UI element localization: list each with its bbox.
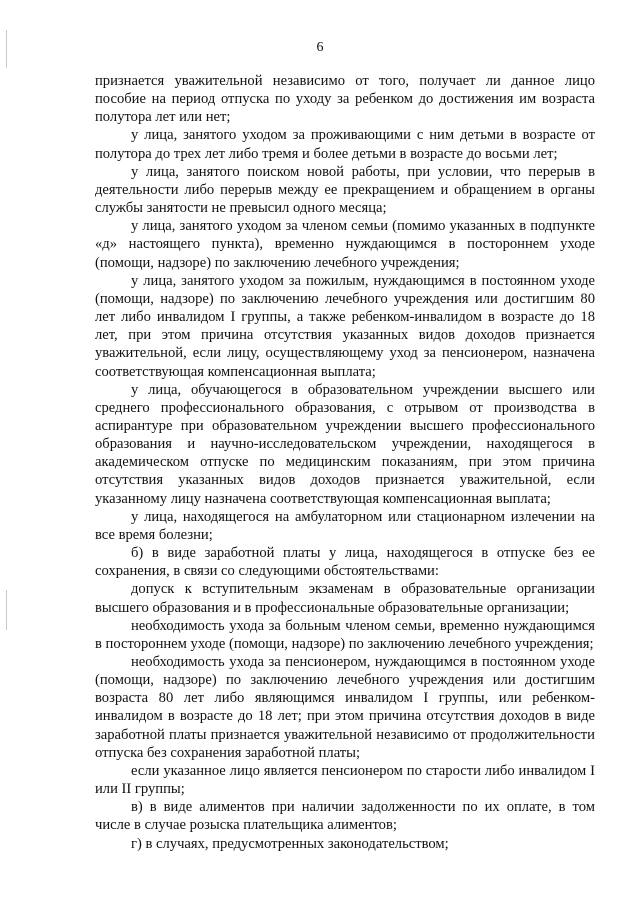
paragraph: у лица, занятого уходом за пожилым, нуждающимся в постоянном уходе (помощи, надзоре) по заключению лечебного учреждения или достигшим 80 лет либо инвалидом I группы, а также ребенком-инвалидом в возрасте до 18 лет, при этом причина отсутствия указанных видов доходов признается уважительной, если лицу, осуществляющему уход за пенсионером, назначена соответствующая компенсационная выплата; xyxy=(95,272,595,380)
paragraph: допуск к вступительным экзаменам в образовательные организации высшего образования и в профессиональные образовательные организации; xyxy=(95,581,595,616)
paragraph: у лица, занятого поиском новой работы, при условии, что перерыв в деятельности либо перерыв между ее прекращением и обращением в органы службы занятости не превысил одного месяца; xyxy=(95,163,595,217)
paragraph: г) в случаях, предусмотренных законодательством; xyxy=(131,835,449,852)
paragraph: в) в виде алиментов при наличии задолженности по их оплате, в том числе в случае розыска плательщика алиментов; xyxy=(95,799,595,834)
paragraph: у лица, находящегося на амбулаторном или стационарном излечении на все время болезни; xyxy=(95,508,595,543)
margin-scan-mark xyxy=(6,590,7,630)
paragraph: б) в виде заработной платы у лица, находящегося в отпуске без ее сохранения, в связи со следующими обстоятельствами: xyxy=(95,545,595,580)
page-number: 6 xyxy=(316,40,324,55)
paragraph: у лица, обучающегося в образовательном учреждении высшего или среднего профессионального образования, с отрывом от производства в аспирантуре при образовательном учреждении высшего профессионального образования и научно-исследовательском учреждении, находящегося в академическом отпуске по медицинским показаниям, при этом причина отсутствия указанных видов доходов признается уважительной, если указанному лицу назначена соответствующая компенсационная выплата; xyxy=(95,381,595,507)
paragraph: признается уважительной независимо от того, получает ли данное лицо пособие на период отпуска по уходу за ребенком до достижения им возраста полутора лет или нет; xyxy=(95,73,595,126)
paragraph: если указанное лицо является пенсионером по старости либо инвалидом I или II группы; xyxy=(95,762,595,798)
paragraph: необходимость ухода за пенсионером, нуждающимся в постоянном уходе (помощи, надзоре) по заключению лечебного учреждения или достигшим возраста 80 лет либо являющимся инвалидом I группы, или ребенком-инвалидом в возрасте до 18 лет; при этом причина отсутствия доходов в виде заработной платы признается уважительной независимо от продолжительности отпуска без сохранения заработной платы; xyxy=(95,654,595,761)
paragraph: у лица, занятого уходом за проживающими с ним детьми в возрасте от полутора до трех лет либо тремя и более детьми в возрасте до восьми лет; xyxy=(95,127,595,162)
document-body xyxy=(95,72,595,853)
paragraph: у лица, занятого уходом за членом семьи (помимо указанных в подпункте «д» настоящего пункта), временно нуждающимся в постороннем уходе (помощи, надзоре) по заключению лечебного учреждения; xyxy=(95,218,595,271)
paragraph: необходимость ухода за больным членом семьи, временно нуждающимся в постороннем уходе (помощи, надзоре) по заключению лечебного учреждения; xyxy=(95,617,595,652)
